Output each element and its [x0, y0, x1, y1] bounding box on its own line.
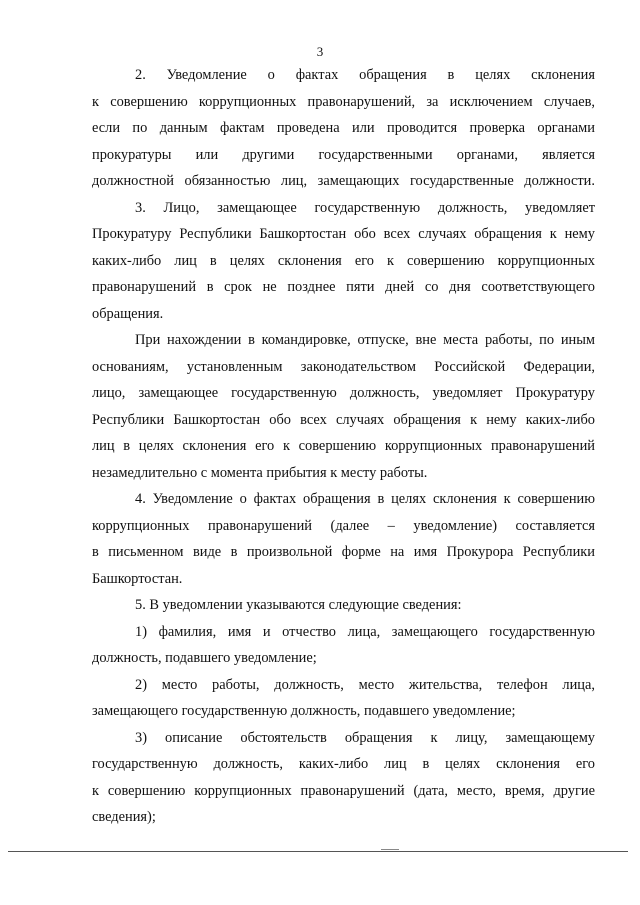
paragraph-3: [92, 195, 595, 328]
text-line: 3. Лицо, замещающее государственную должность, уведомляет: [135, 199, 595, 216]
text-line: 5. В уведомлении указываются следующие сведения:: [135, 597, 462, 613]
text-line: в письменном виде в произвольной форме на имя Прокурора Республики: [92, 544, 595, 560]
document-body: [92, 62, 595, 831]
text-line: каких-либо лиц в целях склонения его к совершению коррупционных: [92, 252, 595, 269]
text-line: Республики Башкортостан обо всех случаях обращения к нему каких-либо: [92, 411, 595, 428]
text-line: должность, подавшего уведомление;: [92, 650, 317, 666]
text-line: лицо, замещающее государственную должность, уведомляет Прокуратуру: [92, 385, 595, 401]
paragraph-3-continuation: [92, 327, 595, 486]
text-line: прокуратуры или другими государственными органами, является: [92, 146, 595, 163]
text-line: 3) описание обстоятельств обращения к лицу, замещающему: [135, 729, 595, 746]
list-item-3: [92, 725, 595, 831]
paragraph-2: [92, 62, 595, 195]
page-bottom-rule: [8, 851, 628, 852]
text-line: сведения);: [92, 809, 156, 825]
text-line: к совершению коррупционных правонарушений, за исключением случаев,: [92, 93, 595, 110]
text-line: Прокуратуру Республики Башкортостан обо всех случаях обращения к нему: [92, 226, 595, 242]
text-line: замещающего государственную должность, подавшего уведомление;: [92, 703, 516, 719]
page-number: 3: [316, 44, 324, 59]
text-line: лиц в целях склонения его к совершению коррупционных правонарушений: [92, 438, 595, 454]
text-line: 1) фамилия, имя и отчество лица, замещающего государственную: [135, 623, 595, 640]
text-line: 4. Уведомление о фактах обращения в целях склонения к совершению: [135, 491, 595, 507]
text-line: если по данным фактам проведена или проводится проверка органами: [92, 120, 595, 136]
list-item-1: [92, 619, 595, 672]
text-line: Башкортостан.: [92, 570, 183, 587]
text-line: коррупционных правонарушений (далее – уведомление) составляется: [92, 517, 595, 534]
page-bottom-mark: [381, 849, 399, 850]
list-item-2: [92, 672, 595, 725]
text-line: При нахождении в командировке, отпуске, вне места работы, по иным: [135, 332, 595, 348]
text-line: 2. Уведомление о фактах обращения в целях склонения: [135, 67, 595, 83]
text-line: основаниям, установленным законодательством Российской Федерации,: [92, 358, 595, 375]
paragraph-5: [92, 592, 595, 619]
text-line: 2) место работы, должность, место жительства, телефон лица,: [135, 676, 595, 693]
text-line: государственную должность, каких-либо лиц в целях склонения его: [92, 756, 595, 772]
text-line: незамедлительно с момента прибытия к месту работы.: [92, 464, 428, 481]
text-line: правонарушений в срок не позднее пяти дней со дня соответствующего: [92, 279, 595, 295]
paragraph-4: [92, 486, 595, 592]
text-line: к совершению коррупционных правонарушений (дата, место, время, другие: [92, 782, 595, 799]
text-line: должностной обязанностью лиц, замещающих государственные должности.: [92, 173, 595, 189]
text-line: обращения.: [92, 305, 164, 322]
